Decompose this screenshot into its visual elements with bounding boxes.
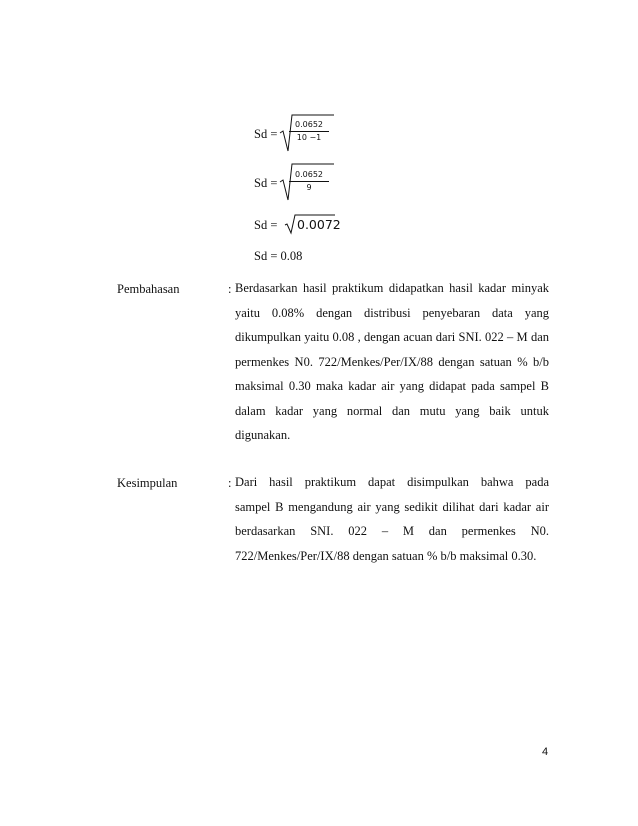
equation-2-numerator: 0.0652 <box>295 170 323 179</box>
pembahasan-line: permenkes N0. 722/Menkes/Per/IX/88 dengan satuan % b/b <box>235 354 549 369</box>
kesimpulan-line: berdasarkan SNI. 022 – M dan permenkes N0. <box>235 524 549 538</box>
kesimpulan-line: 722/Menkes/Per/IX/88 dengan satuan % b/b maksimal 0.30. <box>235 548 537 563</box>
equation-3-lhs: Sd = <box>254 218 278 232</box>
kesimpulan-paragraph <box>235 470 549 568</box>
equation-1-fraction <box>289 120 329 142</box>
pembahasan-line: maksimal 0.30 maka kadar air yang didapat pada sampel B <box>235 379 549 393</box>
fraction-bar <box>289 131 329 132</box>
equation-1-denominator: 10 −1 <box>296 133 322 142</box>
page-number: 4 <box>542 746 549 758</box>
equation-1-lhs: Sd = <box>254 127 278 141</box>
equation-3-radicand: 0.0072 <box>297 217 341 232</box>
sqrt-overline-3 <box>295 213 337 217</box>
pembahasan-line: dikumpulkan yaitu 0.08 , dengan acuan dari SNI. 022 – M dan <box>235 330 549 344</box>
kesimpulan-label: Kesimpulan <box>117 476 178 490</box>
kesimpulan-line: sampel B mengandung air yang sedikit dilihat dari kadar air <box>235 499 549 514</box>
pembahasan-line: dalam kadar yang normal dan mutu yang baik untuk <box>235 403 549 418</box>
equation-4-result: Sd = 0.08 <box>254 249 303 263</box>
equation-2-denominator: 9 <box>306 183 312 192</box>
kesimpulan-line: Dari hasil praktikum dapat disimpulkan bahwa pada <box>235 475 549 489</box>
pembahasan-line: Berdasarkan hasil praktikum didapatkan hasil kadar minyak <box>235 281 549 295</box>
equation-2-fraction <box>289 170 329 192</box>
fraction-bar <box>289 181 329 182</box>
pembahasan-colon: : <box>228 282 232 296</box>
pembahasan-paragraph <box>235 276 549 448</box>
kesimpulan-colon: : <box>228 476 232 490</box>
pembahasan-label: Pembahasan <box>117 282 180 296</box>
equation-1-numerator: 0.0652 <box>295 120 323 129</box>
equation-2-lhs: Sd = <box>254 176 278 190</box>
pembahasan-line: digunakan. <box>235 428 291 442</box>
pembahasan-line: yaitu 0.08% dengan distribusi penyebaran data yang <box>235 305 549 320</box>
